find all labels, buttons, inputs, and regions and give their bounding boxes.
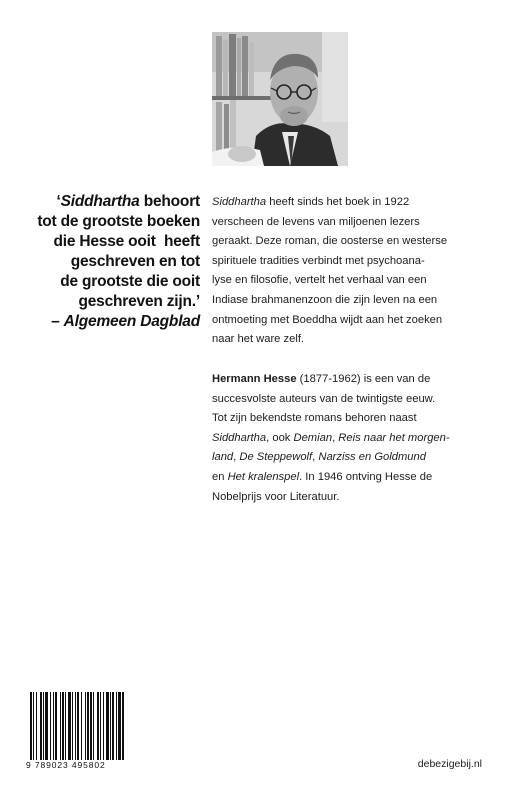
barcode-bar (30, 692, 32, 770)
synopsis-line: verscheen de levens van miljoenen lezers (212, 215, 420, 228)
synopsis-line: naar het ware zelf. (212, 333, 305, 346)
barcode-bar (55, 692, 57, 770)
bio-title: Het kralenspel (227, 470, 300, 483)
bio-title: Siddhartha (212, 431, 267, 444)
quote-source-name: Algemeen Dagblad (63, 313, 200, 330)
barcode-bar (75, 692, 76, 770)
barcode-bar (43, 692, 44, 770)
author-photo (212, 32, 348, 166)
barcode-bar (112, 692, 114, 770)
synopsis-line: spirituele tradities verbindt met psychoana- (212, 254, 425, 267)
barcode-bar (62, 692, 64, 770)
quote-line-6: geschreven zijn.’ (78, 293, 200, 310)
barcode-bar (122, 692, 124, 770)
synopsis-line: ontmoeting met Boeddha wijdt aan het zoeken (212, 313, 443, 326)
isbn-number: 9 789023 495802 (26, 760, 130, 770)
bio-line: Siddhartha, ook Demian, Reis naar het morgen- (212, 431, 450, 444)
barcode-bar (116, 692, 117, 770)
barcode-bar (36, 692, 37, 770)
barcode-bar (90, 692, 92, 770)
quote-line-1: ‘Siddhartha behoort (56, 193, 200, 210)
quote-line-3: die Hesse ooit heeft (53, 233, 200, 250)
author-portrait-image (212, 32, 348, 166)
synopsis-line: Indiase brahmanenzoon die zijn leven na een (212, 293, 438, 306)
barcode-bar (110, 692, 111, 770)
barcode-bar (60, 692, 61, 770)
barcode-bar (72, 692, 73, 770)
barcode-bar (50, 692, 51, 770)
quote-source: – Algemeen Dagblad (51, 313, 200, 330)
barcode-bar (65, 692, 66, 770)
barcode-bar (77, 692, 79, 770)
quote-line-4: geschreven en tot (70, 253, 200, 270)
review-quote (14, 192, 200, 332)
author-name: Hermann Hesse (212, 373, 297, 385)
synopsis-book-title: Siddhartha (212, 196, 267, 208)
bio-title: Reis naar het morgen- (338, 431, 450, 444)
barcode-bar (53, 692, 54, 770)
bio-title: Demian (293, 431, 333, 444)
barcode-bar (106, 692, 109, 770)
barcode-bar (68, 692, 71, 770)
barcode-bar (40, 692, 42, 770)
bio-line: Nobelprijs voor Literatuur. (212, 490, 340, 503)
bio-title: Narziss en Goldmund (318, 451, 426, 464)
barcode-bar (87, 692, 89, 770)
author-bio-paragraph (212, 370, 472, 507)
quote-book-title: Siddhartha (60, 193, 140, 210)
bio-line: en Het kralenspel. In 1946 ontving Hesse de (212, 470, 433, 483)
synopsis-line: geraakt. Deze roman, die oosterse en westerse (212, 235, 448, 248)
publisher-website: debezigebij.nl (417, 758, 482, 770)
barcode-bar (45, 692, 48, 770)
bio-line: Hermann Hesse (1877-1962) is een van de (212, 373, 431, 385)
barcode-bar (85, 692, 86, 770)
barcode-bar (103, 692, 104, 770)
synopsis-line: Siddhartha heeft sinds het boek in 1922 (212, 196, 410, 208)
barcode-bar (97, 692, 99, 770)
bio-title: land (212, 451, 234, 464)
synopsis-paragraph (212, 193, 472, 350)
barcode-bar (100, 692, 101, 770)
bio-title: De Steppewolf (239, 451, 313, 464)
bio-line: land, De Steppewolf, Narziss en Goldmund (212, 451, 426, 464)
synopsis-line: lyse en filosofie, vertelt het verhaal van een (212, 274, 427, 287)
barcode-bar (33, 692, 34, 770)
quote-line-5: de grootste die ooit (60, 273, 200, 290)
barcode-bar (81, 692, 82, 770)
bio-line: Tot zijn bekendste romans behoren naast (212, 412, 417, 425)
barcode-bar (118, 692, 121, 770)
quote-line-2: tot de grootste boeken (37, 213, 200, 230)
barcode-bar (93, 692, 94, 770)
bio-line: succesvolste auteurs van de twintigste eeuw. (212, 392, 436, 405)
